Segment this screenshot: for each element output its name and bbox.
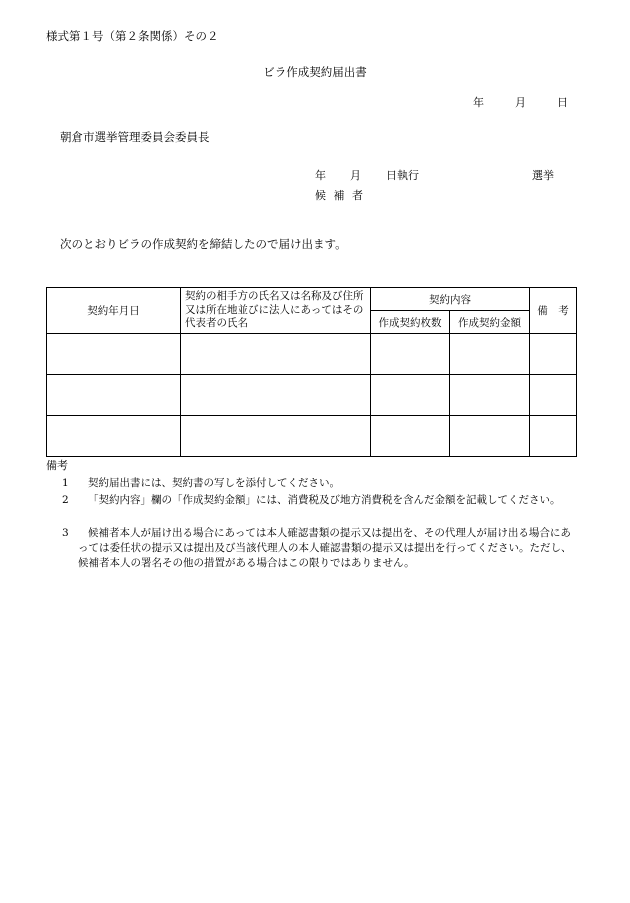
table-row (47, 416, 577, 457)
cell-contract-party[interactable] (181, 334, 371, 375)
header-contract-party: 契約の相手方の氏名又は名称及び住所又は所在地並びに法人にあってはその代表者の氏名 (181, 288, 371, 334)
submission-day-label: 日 (557, 96, 568, 109)
table-row (47, 375, 577, 416)
cell-remarks[interactable] (530, 416, 577, 457)
cell-remarks[interactable] (530, 334, 577, 375)
cell-contract-amount[interactable] (450, 416, 530, 457)
cell-contract-amount[interactable] (450, 375, 530, 416)
form-number: 様式第１号（第２条関係）その２ (46, 29, 219, 43)
cell-contract-count[interactable] (371, 375, 450, 416)
header-contract-count: 作成契約枚数 (371, 311, 450, 334)
header-contract-date: 契約年月日 (47, 288, 181, 334)
cell-contract-party[interactable] (181, 375, 371, 416)
header-contract-content: 契約内容 (371, 288, 530, 311)
cell-contract-count[interactable] (371, 334, 450, 375)
election-held-label: 日執行 (386, 169, 419, 182)
submission-month-label: 月 (515, 96, 526, 109)
remark-item (46, 476, 576, 491)
remark-item (46, 493, 576, 508)
cell-contract-count[interactable] (371, 416, 450, 457)
cell-contract-date[interactable] (47, 416, 181, 457)
remark-item (46, 526, 576, 571)
remarks-heading: 備考 (46, 459, 68, 472)
election-month-label: 月 (350, 169, 361, 182)
candidate-label (315, 189, 367, 202)
remark-text: 候補者本人が届け出る場合にあっては本人確認書類の提示又は提出を、その代理人が届け出る場合にあっては委任状の提示又は提出及び当該代理人の本人確認書類の提示又は提出を行ってください。ただし、候補者本人の署名その他の措置がある場合はこの限りではありません。 (78, 527, 572, 569)
cell-contract-date[interactable] (47, 334, 181, 375)
remark-number: 1 (62, 477, 69, 489)
remark-text: 契約届出書には、契約書の写しを添付してください。 (88, 477, 340, 489)
cell-remarks[interactable] (530, 375, 577, 416)
remark-number: 2 (62, 494, 69, 506)
header-contract-amount: 作成契約金額 (450, 311, 530, 334)
header-remarks: 備 考 (530, 288, 577, 334)
contract-table (46, 287, 577, 457)
cell-contract-amount[interactable] (450, 334, 530, 375)
document-title: ビラ作成契約届出書 (263, 65, 367, 79)
remark-text: 「契約内容」欄の「作成契約金額」には、消費税及び地方消費税を含んだ金額を記載してください。 (88, 494, 561, 506)
submission-year-label: 年 (473, 96, 484, 109)
table-row (47, 334, 577, 375)
addressee: 朝倉市選挙管理委員会委員長 (60, 130, 210, 144)
remark-number: 3 (62, 527, 69, 539)
candidate-char: 者 (352, 189, 363, 202)
cell-contract-date[interactable] (47, 375, 181, 416)
candidate-char: 補 (333, 189, 345, 202)
intro-text: 次のとおりビラの作成契約を締結したので届け出ます。 (60, 237, 347, 251)
election-name-label: 選挙 (532, 169, 554, 182)
candidate-char: 候 (315, 189, 326, 202)
cell-contract-party[interactable] (181, 416, 371, 457)
election-year-label: 年 (315, 169, 326, 182)
